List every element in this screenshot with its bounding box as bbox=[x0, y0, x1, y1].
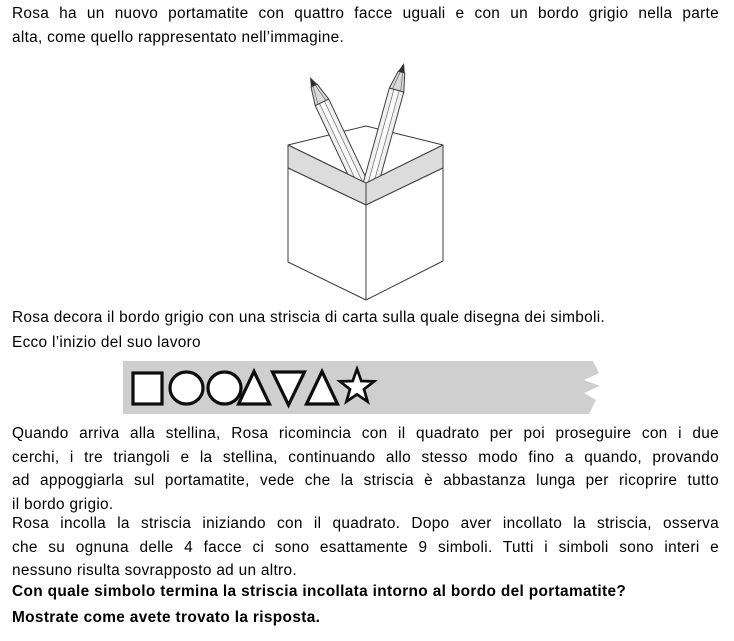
intro-line-1: Rosa ha un nuovo portamatite con quattro facce uguali e con un bordo grigio nella parte bbox=[12, 5, 719, 22]
intro-paragraph bbox=[12, 2, 719, 49]
body2-line-3: nessuno risulta sovrapposto ad un altro. bbox=[12, 562, 297, 579]
body2-line-2: che su ognuna delle 4 facce ci sono esattamente 9 simboli. Tutti i simboli sono interi e bbox=[12, 538, 719, 556]
pencil-right-tip bbox=[398, 62, 407, 73]
body2-line-1: Rosa incolla la striscia iniziando con il quadrato. Dopo aver incollato la striscia, osserva bbox=[12, 515, 719, 532]
intro-line-2: alta, come quello rappresentato nell’immagine. bbox=[12, 28, 345, 46]
body1-line-1: Quando arriva alla stellina, Rosa ricomincia con il quadrato per poi proseguire con i due bbox=[12, 425, 719, 442]
symbol-strip bbox=[123, 360, 603, 414]
strip-caption-1: Rosa decora il bordo grigio con una striscia di carta sulla quale disegna dei simboli. bbox=[12, 309, 605, 326]
strip-symbol-square bbox=[133, 373, 162, 404]
body-paragraph-2 bbox=[12, 512, 719, 583]
question-line-2: Mostrate come avete trovato la risposta. bbox=[12, 609, 321, 626]
strip-caption-2: Ecco l’inizio del suo lavoro bbox=[12, 334, 201, 351]
pencil-holder-figure bbox=[250, 55, 490, 307]
question-line-1: Con quale simbolo termina la striscia incollata intorno al bordo del portamatite? bbox=[12, 583, 627, 600]
body1-line-2: cerchi, i tre triangoli e la stellina, continuando allo stesso modo fino a quando, provando bbox=[12, 448, 719, 466]
body-paragraph-1 bbox=[12, 422, 719, 516]
strip-symbol-circle bbox=[170, 372, 203, 404]
strip-symbol-circle bbox=[208, 372, 241, 404]
body1-line-4: il bordo grigio. bbox=[12, 495, 114, 513]
body1-line-3: ad appoggiarla sul portamatite, vede che la striscia è abbastanza lunga per ricoprire tutto bbox=[12, 472, 719, 489]
